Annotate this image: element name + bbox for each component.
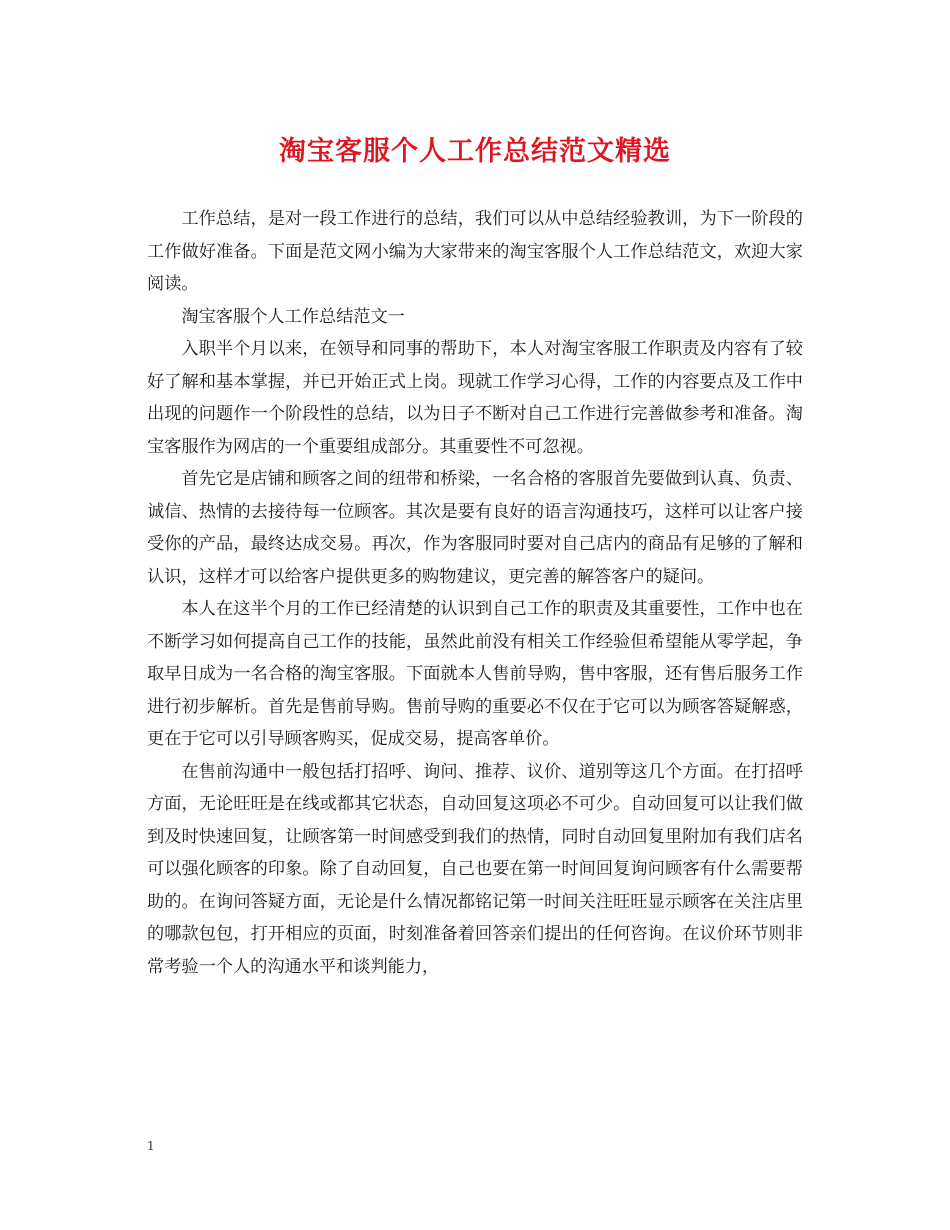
section-heading: 淘宝客服个人工作总结范文一	[181, 306, 405, 327]
paragraph-3: 本人在这半个月的工作已经清楚的认识到自己工作的职责及其重要性，工作中也在不断学习如何提高自己工作的技能，虽然此前没有相关工作经验但希望能从零学起，争取早日成为一名合格的淘宝客服。下面就本人售前导购，售中客服，还有售后服务工作进行初步解析。首先是售前导购。售前导购的重要必不仅在于它可以为顾客答疑解惑，更在于它可以引导顾客购买，促成交易，提高客单价。	[147, 599, 803, 749]
paragraph-1: 入职半个月以来，在领导和同事的帮助下，本人对淘宝客服工作职责及内容有了较好了解和基本掌握，并已开始正式上岗。现就工作学习心得，工作的内容要点及工作中出现的问题作一个阶段性的总结，以为日子不断对自己工作进行完善做参考和准备。淘宝客服作为网店的一个重要组成部分。其重要性不可忽视。	[147, 339, 803, 457]
paragraph-4: 在售前沟通中一般包括打招呼、询问、推荐、议价、道别等这几个方面。在打招呼方面，无论旺旺是在线或都其它状态，自动回复这项必不可少。自动回复可以让我们做到及时快速回复，让顾客第一时间感受到我们的热情，同时自动回复里附加有我们店名可以强化顾客的印象。除了自动回复，自己也要在第一时间回复询问顾客有什么需要帮助的。在询问答疑方面，无论是什么情况都铭记第一时间关注旺旺显示顾客在关注店里的哪款包包，打开相应的页面，时刻准备着回答亲们提出的任何咨询。在议价环节则非常考验一个人的沟通水平和谈判能力，	[147, 761, 803, 977]
paragraph-2: 首先它是店铺和顾客之间的纽带和桥梁，一名合格的客服首先要做到认真、负责、诚信、热情的去接待每一位顾客。其次是要有良好的语言沟通技巧，这样可以让客户接受你的产品，最终达成交易。再次，作为客服同时要对自己店内的商品有足够的了解和认识，这样才可以给客户提供更多的购物建议，更完善的解答客户的疑问。	[147, 469, 803, 587]
page-number: 1	[147, 1139, 155, 1153]
document-title: 淘宝客服个人工作总结范文精选	[279, 136, 671, 167]
paragraph-intro: 工作总结，是对一段工作进行的总结，我们可以从中总结经验教训，为下一阶段的工作做好准备。下面是范文网小编为大家带来的淘宝客服个人工作总结范文，欢迎大家阅读。	[147, 209, 803, 294]
document-body	[147, 203, 803, 983]
